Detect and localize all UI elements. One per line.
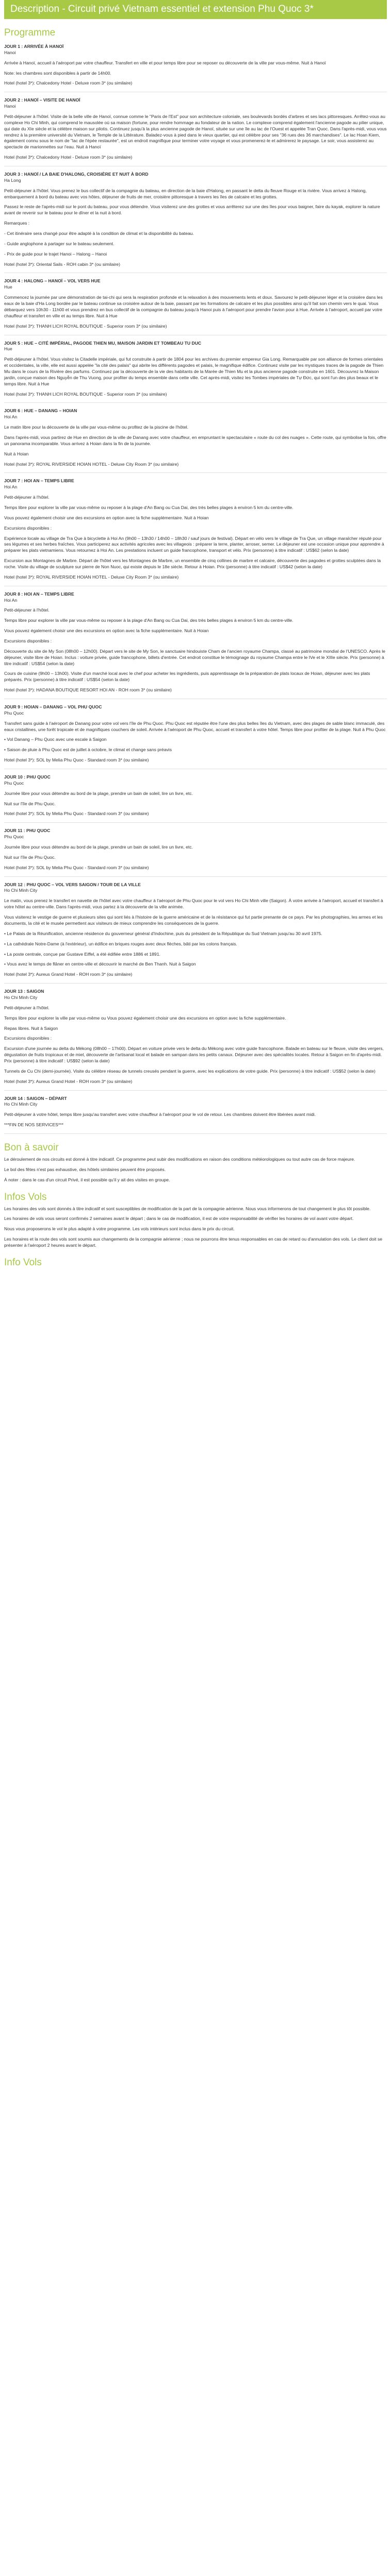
day-paragraph: Découverte du site de My Son (08h00 – 12h00). Départ vers le site de My Son, le sanctuaire hindouiste Cham de l'ancien royaume Champa, classé au patrimoine mondial de l'UNESCO. Après le déjeuner, visite libre de Hoian. Inclus : voiture privée, guide francophone, billets d'entrée. Cet endroit constitue le témoignage du royaume Champa entre le IVe et le XIIIe siècle. Prix (personne) à titre indicatif : US$54 (selon la date) [4, 648, 385, 666]
day-location: Hoi An [4, 414, 18, 420]
day-paragraph: Nuit sur l'île de Phu Quoc. [4, 854, 56, 860]
day-paragraph: Excursion d'une journée au delta du Mékong (08h00 – 17h00). Départ en voiture privée vers le delta du Mékong avec votre guide francophone. Balade en bateau sur le fleuve, visite des vergers, dégustation de fruits tropicaux et de miel, découverte de l'artisanat local et balade en sampan dans les petits canaux. Déjeuner avec des spécialités locales. Retour à Saigon en fin d'après-midi. Prix (personne) à titre indicatif : US$92 (selon la date) [4, 1046, 384, 1063]
day-paragraph: - Prix de guide pour le trajet Hanoi – Halong – Hanoi [4, 251, 107, 257]
section-body [4, 1157, 387, 1183]
day-title: JOUR 7 : HOI AN – TEMPS LIBRE [4, 478, 74, 484]
day-title: JOUR 13 : SAIGON [4, 989, 44, 994]
day-location: Phu Quoc [4, 780, 24, 786]
section-paragraph: Les horaires et la route des vols sont soumis aux changements de la compagnie aérienne ; nous ne pourrons être tenus responsables en cas de retard ou d'annulation des vols. Le client doit se présenter à l'aéroport 2 heures avant le départ. [4, 1236, 383, 1248]
day-hotel: Hotel (hotel 3*): Chalcedony Hotel - Deluxe room 3* (ou similaire) [4, 80, 133, 86]
day-paragraph: Petit-déjeuner à l'hôtel. Vous prenez le bus collectif de la compagnie du bateau, en direction de la baie d'Halong, en passant le delta du fleuve Rouge et la rivière. Vous arrivez à Halong, embarquement à bord du bateau avec vos hôtes, déjeuner de fruits de mer, croisière pittoresque à travers les îles de calcaire et les grottes. [4, 188, 367, 199]
day-location: Hoi An [4, 484, 18, 490]
divider [4, 472, 387, 473]
day-block [4, 989, 387, 1084]
day-paragraph: ***FIN DE NOS SERVICES*** [4, 1122, 63, 1128]
day-paragraph: Petit-déjeuner à l'hôtel. [4, 495, 50, 500]
day-hotel: Hotel (hotel 3*): ROYAL RIVERSIDE HOIAN HOTEL - Deluxe City Room 3* (ou similaire) [4, 461, 179, 467]
day-block [4, 278, 387, 329]
day-paragraph: Petit-déjeuner à l'hôtel. [4, 1005, 50, 1010]
day-location: Phu Quoc [4, 710, 24, 716]
day-paragraph: Vous pouvez également choisir une des excursions en option avec la fiche supplémentaire. Nuit à Hoian [4, 628, 209, 634]
day-paragraph: Expérience locale au village de Tra Que à bicyclette à Hoi An (9h00 – 13h30 / 14h00 – 18h30 / sauf jours de festival). Départ en vélo vers le village de Tra Que, un village maraîcher réputé pour ses légumes et ses herbes fraîches. Vous participerez aux activités agricoles avec les villageois : préparer la terre, planter, arroser, semer. Le déjeuner est une occasion unique pour apprendre à préparer les plats vietnamiens. Vous retournez à Hoi An. Les prestations incluent un guide francophone, transport et vélo. Prix (personne) à titre indicatif : US$62 (selon la date) [4, 535, 384, 553]
day-paragraph: Nuit sur l'île de Phu Quoc. [4, 801, 56, 806]
day-title: JOUR 4 : HALONG – HANOÏ – VOL VERS HUE [4, 278, 101, 284]
day-paragraph: Passez le reste de l'après-midi sur le pont du bateau, pour vous détendre. Vous visiterez une des grottes et vous arrêterez sur une des îles pour vous baigner, faire du kayak, explorer la nature avant de revenir sur le bateau pour le dîner et la nuit à bord. [4, 204, 380, 216]
day-title: JOUR 3 : HANOÏ / LA BAIE D'HALONG, CROISIÈRE ET NUIT À BORD [4, 172, 149, 177]
day-paragraph: Excursions disponibles : [4, 525, 52, 531]
day-paragraph: Tunnels de Cu Chi (demi-journée). Visite du célèbre réseau de tunnels creusés pendant la guerre, avec les explications de votre guide. Prix (personne) à titre indicatif : US$52 (selon la date) [4, 1068, 376, 1074]
day-paragraph: - Guide anglophone à partager sur le bateau seulement. [4, 241, 115, 246]
day-paragraph: Journée libre pour vous détendre au bord de la plage, prendre un bain de soleil, lire un livre, etc. [4, 844, 193, 850]
day-hotel: Hotel (hotel 3*): SOL by Melia Phu Quoc - Standard room 3* (ou similaire) [4, 811, 149, 817]
day-paragraph: Petit-déjeuner à votre hôtel, temps libre jusqu'au transfert avec votre chauffeur à l'aéroport pour le vol de retour. Les chambres doivent être libérées avant midi. [4, 1112, 316, 1117]
day-paragraph: - Cet itinéraire sera changé pour être adapté à la condition de climat et la disponibilité du bateau. [4, 231, 194, 236]
day-list [4, 44, 387, 1134]
day-location: Hue [4, 346, 12, 352]
day-location: Ha Long [4, 177, 21, 183]
section-heading: Info Vols [4, 1257, 42, 1268]
section-paragraph: Le bol des fêtes n'est pas exhaustive, des hôtels similaires peuvent être proposés. [4, 1166, 166, 1172]
day-paragraph: Temps libre pour explorer la ville par vous-même ou reposer à la plage d'An Bang ou Cua Dai, des très belles plages à environ 5 km du centre-ville. [4, 618, 294, 623]
day-title: JOUR 5 : HUE – CITÉ IMPÉRIAL, PAGODE THIEN MU, MAISON JARDIN ET TOMBEAU TU DUC [4, 340, 202, 346]
day-location: Hue [4, 284, 12, 290]
divider [4, 402, 387, 403]
day-paragraph: • Vous avez le temps de flâner en centre-ville et découvrir le marché de Ben Thanh. Nuit à Saigon [4, 961, 196, 967]
day-block [4, 591, 387, 693]
day-paragraph: Excursions disponibles : [4, 638, 52, 643]
day-location: Hanoi [4, 49, 16, 55]
day-paragraph: Repas libres. Nuit à Saigon [4, 1025, 58, 1031]
day-paragraph: Petit-déjeuner à l'hôtel. Vous visitez la Citadelle impériale, qui fut construite à partir de 1804 pour les archives du premier empereur Gia Long. Remarquable par son alliance de formes orientales et occidentales, la ville, elle est aussi appelée "la cité des palais" qui abrite les différents pagodes et palais, le magnifique édifice. Continuez visite par les mystiques traces de la pagode de Thien Mu dans le cours de la Rivière des parfums. Continuez par la découverte de la vie des habitants de la Marée de Thien Mu et la plus ancienne pagode construite en 1601. Découvrez la Maison jardin, conçue maison des Nguyễn de Thu Vuong, pour profiter du temps ensemble dans cette ville. Cet après-midi, visitez les Tombes impériales de Tự Đức, qui sont l'un des plus beaux et le temps libre. Nuit à Hue [4, 357, 384, 386]
day-paragraph: Cours de cuisine (9h00 – 13h00). Visite d'un marché local avec le chef pour acheter les ingrédients, puis apprentissage de la préparation de plats locaux de Hoian, déjeuner avec les plats préparés. Prix (personne) à titre indicatif : US$54 (selon la date) [4, 671, 370, 683]
day-block [4, 774, 387, 817]
section-paragraph: Le déroulement de nos circuits est donné à titre indicatif. Ce programme peut subir des modifications en raison des conditions météorologiques ou tout autre cas de force majeure. [4, 1156, 355, 1162]
day-block [4, 172, 387, 267]
day-hotel: Hotel (hotel 3*): Aureus Grand Hotel - ROH room 3* (ou similaire) [4, 972, 133, 977]
day-paragraph: • La cathédrale Notre-Dame (à l'extérieur), un édifice en briques rouges avec deux flèches, bâti par les colons français. [4, 941, 237, 946]
day-paragraph: • Saison de pluie à Phu Quoc est de juillet à octobre, le climat et change sans préavis [4, 747, 172, 753]
day-title: JOUR 14 : SAIGON – DÉPART [4, 1095, 67, 1101]
section-paragraph: Les horaires des vols sont donnés à titre indicatif et sont susceptibles de modification de la part de la compagnie aérienne. Nous vous informerons de tout changement le plus tôt possible. [4, 1206, 371, 1211]
section-paragraph: Nous vous proposerons le vol le plus adapté à votre programme. Les vols intérieurs sont inclus dans le prix du circuit. [4, 1226, 235, 1232]
day-hotel: Hotel (hotel 3*): Chalcedony Hotel - Deluxe room 3* (ou similaire) [4, 155, 133, 160]
day-paragraph: Dans l'après-midi, vous partirez de Hue en direction de la ville de Danang avec votre chauffeur, en empruntant le spectaculaire « route du col des nuages ». Cette route, qui symbolise la fois, offre un panorama incomparable. Vous arrivez à Hoian dans la fin de la journée. [4, 434, 386, 446]
day-title: JOUR 9 : HOIAN – DANANG – VOL PHU QUOC [4, 704, 102, 710]
day-paragraph: Transfert sans guide à l'aéroport de Danang pour votre vol vers l'île de Phu Quoc. Phu Quoc est réputée être l'une des plus belles îles du Vietnam, avec des plages de sable blanc immaculé, des eaux cristallines, une forêt tropicale et de magnifiques couchers de soleil. Arrivée à l'aéroport de Phu Quoc, accueil et transfert à votre hôtel. Temps libre pour profiter de la plage. Nuit à Phu Quoc [4, 720, 386, 732]
day-hotel: Hotel (hotel 3*): HADANA BOUTIQUE RESORT HOI AN - ROH room 3* (ou similaire) [4, 687, 172, 693]
divider [4, 1090, 387, 1091]
day-paragraph: Le matin libre pour la découverte de la ville par vous-même ou profitez de la piscine de l'hôtel. [4, 425, 189, 430]
day-paragraph: Le matin, vous prenez le transfert en navette de l'hôtel avec votre chauffeur à l'aéroport de Phu Quoc pour le vol vers Ho Chi Minh ville (Saigon). À votre arrivée à l'aéroport, accueil et transfert à votre hôtel au centre-ville. Dans l'après-midi, vous partez à la découverte de la ville animée. [4, 898, 383, 910]
day-block [4, 44, 387, 87]
section-body [4, 1206, 387, 1249]
day-hotel: Hotel (hotel 3*): ROYAL RIVERSIDE HOIAN HOTEL - Deluxe City Room 3* (ou similaire) [4, 574, 179, 580]
day-block [4, 478, 387, 580]
day-paragraph: • Le Palais de la Réunification, ancienne résidence du gouverneur général d'Indochine, puis du président de la République du Sud Vietnam jusqu'au 30 avril 1975. [4, 930, 322, 936]
day-paragraph: Journée libre pour vous détendre au bord de la plage, prendre un bain de soleil, lire un livre, etc. [4, 790, 193, 796]
day-block [4, 828, 387, 871]
day-hotel: Hotel (hotel 3*): THANH LICH ROYAL BOUTIQUE - Superior room 3* (ou similaire) [4, 323, 167, 329]
day-title: JOUR 12 : PHU QUOC – VOL VERS SAIGON / TOUR DE LA VILLE [4, 882, 141, 887]
day-paragraph: Nuit à Hoian [4, 451, 29, 456]
divider [4, 983, 387, 984]
page-title: Description - Circuit privé Vietnam essentiel et extension Phu Quoc 3* [10, 4, 314, 14]
day-hotel: Hotel (hotel 3*): Oriental Sails - ROH cabin 3* (ou similaire) [4, 261, 120, 267]
day-title: JOUR 6 : HUE – DANANG – HOIAN [4, 408, 77, 414]
day-location: Ho Chi Minh City [4, 888, 38, 893]
day-paragraph: Remarques : [4, 221, 30, 226]
section-paragraph: Les horaires de vols vous seront confirmés 2 semaines avant le départ ; dans le cas de modification, il est de votre responsabilité de vérifier les horaires de vol avant votre départ. [4, 1216, 354, 1222]
day-title: JOUR 10 : PHU QUOC [4, 774, 51, 780]
day-paragraph: Petit-déjeuner à l'hôtel. [4, 607, 50, 613]
title-banner [4, 0, 387, 19]
day-paragraph: Arrivée à Hanoï, accueil à l'aéroport par votre chauffeur. Transfert en ville et pour temps libre pour se reposer ou découverte de la ville par vous-même. Nuit à Hanoï [4, 60, 326, 65]
day-block [4, 1096, 387, 1128]
day-title: JOUR 1 : ARRIVÉE À HANOÏ [4, 44, 64, 49]
day-title: JOUR 8 : HOI AN – TEMPS LIBRE [4, 591, 74, 597]
info-sections [4, 1142, 387, 1268]
section-heading: Infos Vols [4, 1191, 47, 1202]
day-title: JOUR 11 : PHU QUOC [4, 828, 51, 834]
divider [4, 1133, 387, 1134]
divider [4, 876, 387, 877]
program-heading: Programme [4, 27, 56, 38]
day-location: Phu Quoc [4, 834, 24, 840]
day-paragraph: Temps libre pour explorer la ville par vous-même ou reposer à la plage d'An Bang ou Cua Dai, des très belles plages à environ 5 km du centre-ville. [4, 504, 294, 510]
day-paragraph: Temps libre pour explorer la ville par vous-même ou Vous pouvez également choisir une des excursions en option avec la fiche supplémentaire. [4, 1015, 286, 1021]
day-paragraph: Note: les chambres sont disponibles à partir de 14h00. [4, 70, 111, 76]
day-paragraph: Excursions disponibles : [4, 1036, 52, 1041]
day-hotel: Hotel (hotel 3*): SOL by Melia Phu Quoc - Standard room 3* (ou similaire) [4, 865, 149, 870]
section-heading: Bon à savoir [4, 1142, 59, 1153]
day-location: Hanoi [4, 104, 16, 109]
day-block [4, 408, 387, 467]
day-location: Hoi An [4, 597, 18, 603]
day-block [4, 97, 387, 161]
section-paragraph: À noter : dans le cas d'un circuit Privé, il est possible qu'il y ait des visites en groupe. [4, 1177, 170, 1182]
day-block [4, 341, 387, 398]
day-title: JOUR 2 : HANOÏ – VISITE DE HANOÏ [4, 97, 80, 103]
day-paragraph: • La poste centrale, conçue par Gustave Eiffel, a été édifiée entre 1886 et 1891. [4, 951, 160, 957]
divider [4, 822, 387, 823]
day-location: Ho Chi Minh City [4, 1101, 38, 1107]
day-paragraph: Commencez la journée par une démonstration de tai-chi qui sera la respiration profonde et la relaxation à des mouvements lents et doux. Savourez le petit-déjeuner léger et la croisière dans les eaux de la baie d'Ha Long bordée par le bateau continue sa croisière autour de la baie, passant par les formations de calcaire et les plus possibles ainsi qu'il fait son chemin vers le quai. Vous débarquez vers 10h30 - 11h00 et vous prendrez en bus collectif de la compagnie du bateau jusqu'à Hanoi puis à l'aéroport pour prendre l'avion pour à Hue. Arrivée à l'aéroport, accueil par votre chauffeur et transfert en ville et au temps libre. Nuit à Hue [4, 295, 383, 318]
day-hotel: Hotel (hotel 3*): THANH LICH ROYAL BOUTIQUE - Superior room 3* (ou similaire) [4, 391, 167, 397]
day-hotel: Hotel (hotel 3*): Aureus Grand Hotel - ROH room 3* (ou similaire) [4, 1078, 133, 1084]
day-paragraph: Vous visiterez le vestige de guerre et plusieurs sites qui sont liés à l'histoire de la guerre américaine et de la résistance qui fut partie prenante de ce pays. Par les photographies, les armes et les documents, la cité et le musée permettent aux visiteurs de mieux comprendre les conséquences de la guerre. [4, 914, 383, 926]
day-paragraph: Vous pouvez également choisir une des excursions en option avec la fiche supplémentaire. Nuit à Hoian [4, 515, 209, 520]
day-hotel: Hotel (hotel 3*): SOL by Melia Phu Quoc - Standard room 3* (ou similaire) [4, 757, 149, 763]
day-paragraph: • Vol Danang – Phu Quoc avec une escale à Saigon [4, 737, 107, 742]
day-location: Ho Chi Minh City [4, 994, 38, 1000]
day-paragraph: Excursion aux Montagnes de Marbre. Départ de l'hôtel vers les Montagnes de Marbre, un ensemble de cinq collines de marbre et calcaire, découverte des pagodes et grottes sculptées dans la roche. Visite du village de sculpture sur pierre de Non Nuoc, qui existe depuis le 18e siècle. Retour à Hoian. Prix (personne) à titre indicatif : US$42 (selon la date) [4, 558, 381, 569]
day-block [4, 882, 387, 978]
page [0, 0, 391, 1268]
day-block [4, 704, 387, 764]
day-paragraph: Petit-déjeuner à l'hôtel. Visite de la belle ville de Hanoï, connue comme le "Paris de l'Est" pour son architecture coloniale, ses boulevards bordés d'arbres et ses lacs pittoresques. Arrêtez-vous au complexe Ho Chi Minh, qui comprend le mausolée où sa maison (fortune, pour rendre hommage au fondateur de la nation. Le complexe comprend également l'ancienne pagode au pilier unique, qui date du XIe siècle et la célèbre maison sur pilotis. Continuez jusqu'à la plus ancienne pagode de Hanoï, située sur une île au lac de l'Ouest et appelée Tran Quoc. Dans l'après-midi, vous vous rendrez à la première université du Vietnam, le Temple de la Littérature. Baladez-vous à pied dans le vieux quartier, qui est célèbre pour ses "36 rues des 36 marchandises". Le lac Hoan Kiem, également connu sous le nom de "lac de l'épée restaurée", est un endroit magnifique pour terminer votre voyage et vous promenerez-le et admirerez le paysage. Le soir, vous assisterez au spectacle de marionnettes sur l'eau. Nuit à Hanoï [4, 114, 387, 150]
